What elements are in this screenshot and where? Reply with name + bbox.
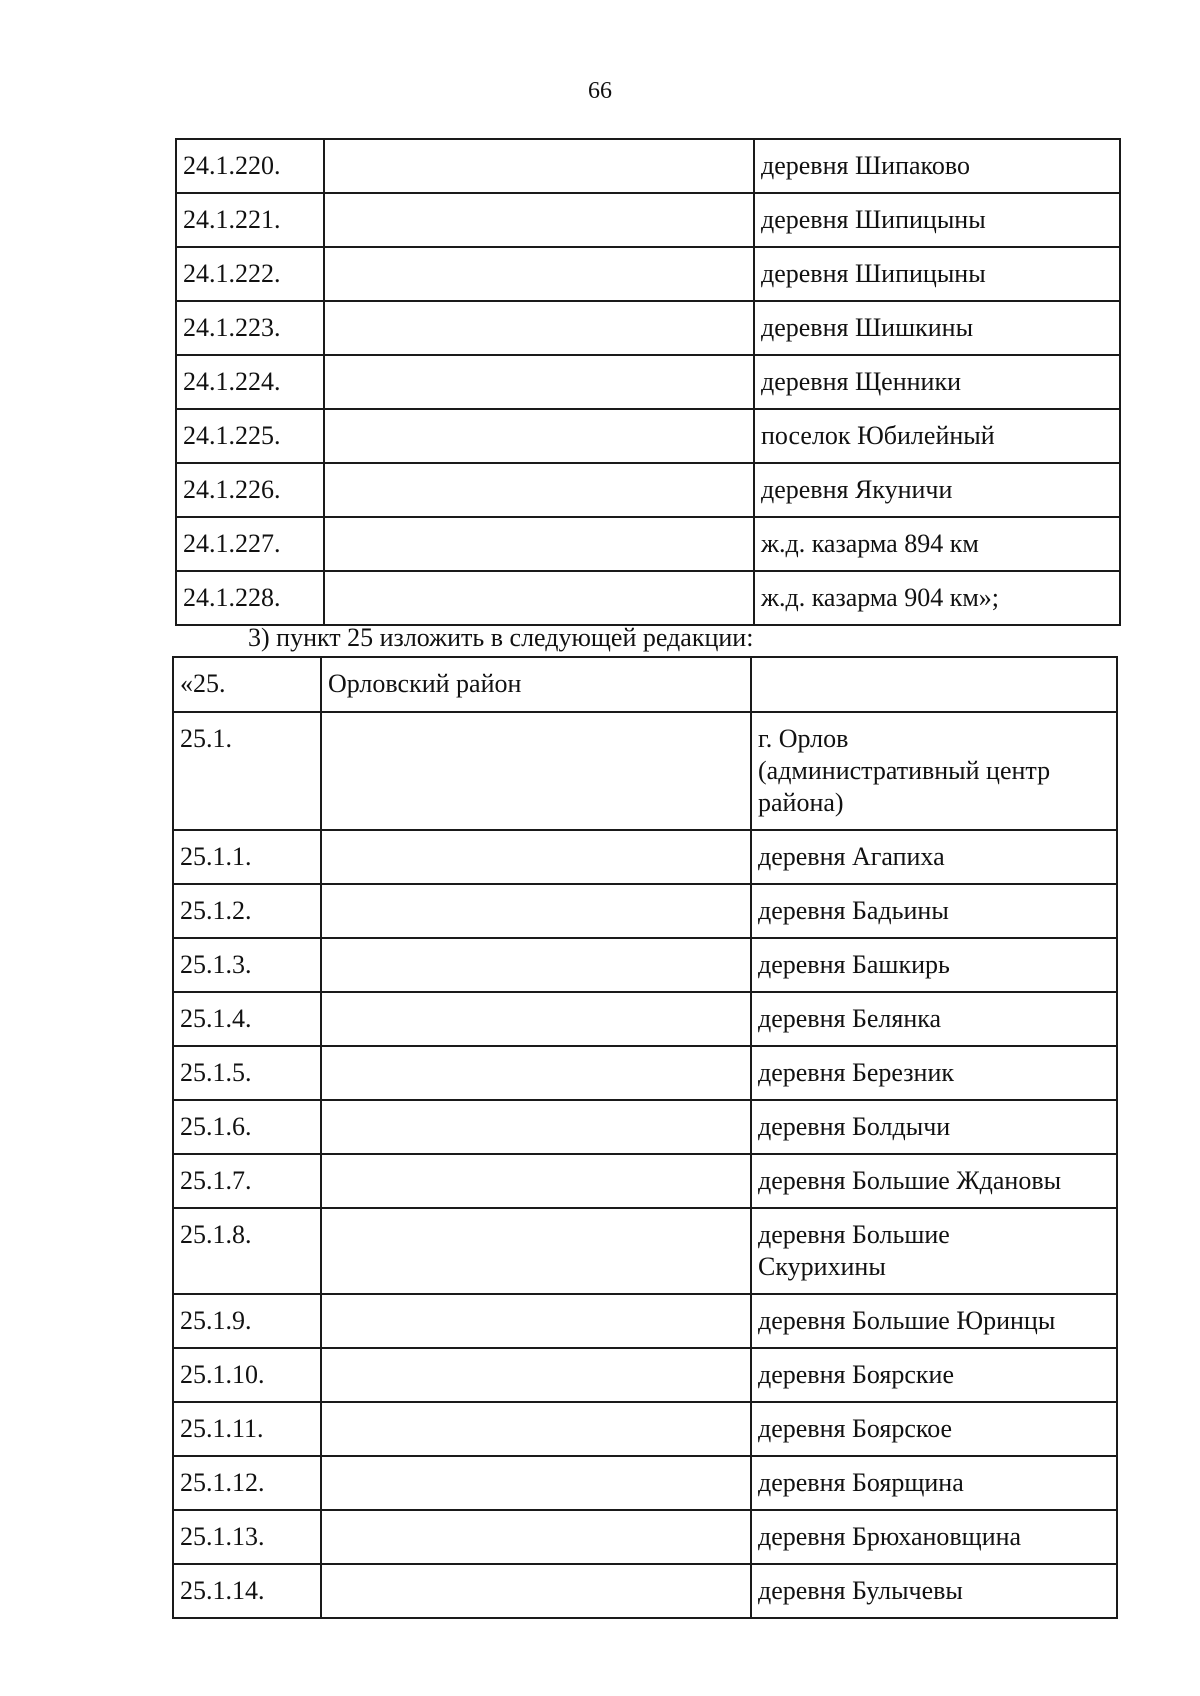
district-name xyxy=(321,1564,751,1618)
settlement-name xyxy=(751,657,1117,712)
settlement-name: деревня Якуничи xyxy=(754,463,1120,517)
row-number: «25. xyxy=(173,657,321,712)
row-number: 25.1.9. xyxy=(173,1294,321,1348)
settlement-name: деревня Шипицыны xyxy=(754,193,1120,247)
table-row xyxy=(173,1402,1117,1456)
row-number: 25.1.6. xyxy=(173,1100,321,1154)
table-row xyxy=(176,247,1120,301)
row-number: 24.1.227. xyxy=(176,517,324,571)
district-name xyxy=(321,938,751,992)
row-number: 25.1.14. xyxy=(173,1564,321,1618)
table-row xyxy=(173,1208,1117,1294)
table-row xyxy=(173,1456,1117,1510)
settlement-name: деревня Белянка xyxy=(751,992,1117,1046)
district-name xyxy=(321,830,751,884)
settlement-name: ж.д. казарма 894 км xyxy=(754,517,1120,571)
settlement-name: деревня Бадьины xyxy=(751,884,1117,938)
settlement-name: деревня Боярщина xyxy=(751,1456,1117,1510)
row-number: 25.1.12. xyxy=(173,1456,321,1510)
row-number: 25.1.13. xyxy=(173,1510,321,1564)
settlement-name: деревня Большие Ждановы xyxy=(751,1154,1117,1208)
row-number: 24.1.226. xyxy=(176,463,324,517)
table-row xyxy=(173,830,1117,884)
settlement-name: деревня Брюхановщина xyxy=(751,1510,1117,1564)
row-number: 25.1. xyxy=(173,712,321,830)
table-row xyxy=(173,657,1117,712)
table-row xyxy=(176,409,1120,463)
table-row xyxy=(176,139,1120,193)
settlement-name: деревня Щенники xyxy=(754,355,1120,409)
district-name xyxy=(324,139,754,193)
row-number: 24.1.224. xyxy=(176,355,324,409)
district-name xyxy=(321,1100,751,1154)
table-row xyxy=(173,1046,1117,1100)
district-name xyxy=(321,992,751,1046)
settlement-name: деревня Болдычи xyxy=(751,1100,1117,1154)
district-name xyxy=(321,1154,751,1208)
row-number: 24.1.228. xyxy=(176,571,324,625)
district-name xyxy=(321,1348,751,1402)
settlement-name: ж.д. казарма 904 км»; xyxy=(754,571,1120,625)
district-name xyxy=(321,712,751,830)
table-row xyxy=(176,517,1120,571)
table-row xyxy=(173,992,1117,1046)
row-number: 24.1.222. xyxy=(176,247,324,301)
table-row xyxy=(173,938,1117,992)
table-row xyxy=(176,571,1120,625)
settlements-table-25 xyxy=(172,656,1118,1619)
district-name xyxy=(321,884,751,938)
table-row xyxy=(173,1100,1117,1154)
settlement-name: деревня Агапиха xyxy=(751,830,1117,884)
row-number: 24.1.220. xyxy=(176,139,324,193)
page-number: 66 xyxy=(588,78,612,104)
row-number: 25.1.2. xyxy=(173,884,321,938)
district-name xyxy=(324,517,754,571)
row-number: 25.1.5. xyxy=(173,1046,321,1100)
district-name xyxy=(321,1294,751,1348)
settlement-name: деревня Большие Скурихины xyxy=(751,1208,1117,1294)
instruction-text: 3) пункт 25 изложить в следующей редакции: xyxy=(248,623,754,652)
district-name xyxy=(321,1402,751,1456)
district-name xyxy=(324,301,754,355)
district-name xyxy=(321,1046,751,1100)
table-row xyxy=(176,355,1120,409)
row-number: 25.1.11. xyxy=(173,1402,321,1456)
row-number: 25.1.7. xyxy=(173,1154,321,1208)
district-name xyxy=(324,247,754,301)
table-row xyxy=(176,301,1120,355)
row-number: 25.1.3. xyxy=(173,938,321,992)
settlements-table-24 xyxy=(175,138,1121,626)
settlement-name: поселок Юбилейный xyxy=(754,409,1120,463)
table-row xyxy=(173,884,1117,938)
row-number: 25.1.10. xyxy=(173,1348,321,1402)
district-name xyxy=(324,355,754,409)
table-row xyxy=(173,1510,1117,1564)
table-row xyxy=(173,1294,1117,1348)
district-name xyxy=(321,1456,751,1510)
table-row xyxy=(176,193,1120,247)
settlement-name: деревня Боярские xyxy=(751,1348,1117,1402)
settlement-name: деревня Шишкины xyxy=(754,301,1120,355)
settlement-name: деревня Большие Юринцы xyxy=(751,1294,1117,1348)
settlement-name: г. Орлов (административный центр района) xyxy=(751,712,1117,830)
district-name xyxy=(324,409,754,463)
district-name xyxy=(324,193,754,247)
settlement-name: деревня Березник xyxy=(751,1046,1117,1100)
row-number: 24.1.221. xyxy=(176,193,324,247)
row-number: 24.1.223. xyxy=(176,301,324,355)
district-name xyxy=(321,1510,751,1564)
table-row xyxy=(173,1154,1117,1208)
settlement-name: деревня Булычевы xyxy=(751,1564,1117,1618)
table-row xyxy=(176,463,1120,517)
row-number: 25.1.1. xyxy=(173,830,321,884)
settlement-name: деревня Шипаково xyxy=(754,139,1120,193)
row-number: 24.1.225. xyxy=(176,409,324,463)
district-name: Орловский район xyxy=(321,657,751,712)
table-row xyxy=(173,1348,1117,1402)
table-row xyxy=(173,712,1117,830)
row-number: 25.1.4. xyxy=(173,992,321,1046)
settlement-name: деревня Боярское xyxy=(751,1402,1117,1456)
district-name xyxy=(321,1208,751,1294)
table-row xyxy=(173,1564,1117,1618)
district-name xyxy=(324,463,754,517)
district-name xyxy=(324,571,754,625)
row-number: 25.1.8. xyxy=(173,1208,321,1294)
settlement-name: деревня Шипицыны xyxy=(754,247,1120,301)
settlement-name: деревня Башкирь xyxy=(751,938,1117,992)
